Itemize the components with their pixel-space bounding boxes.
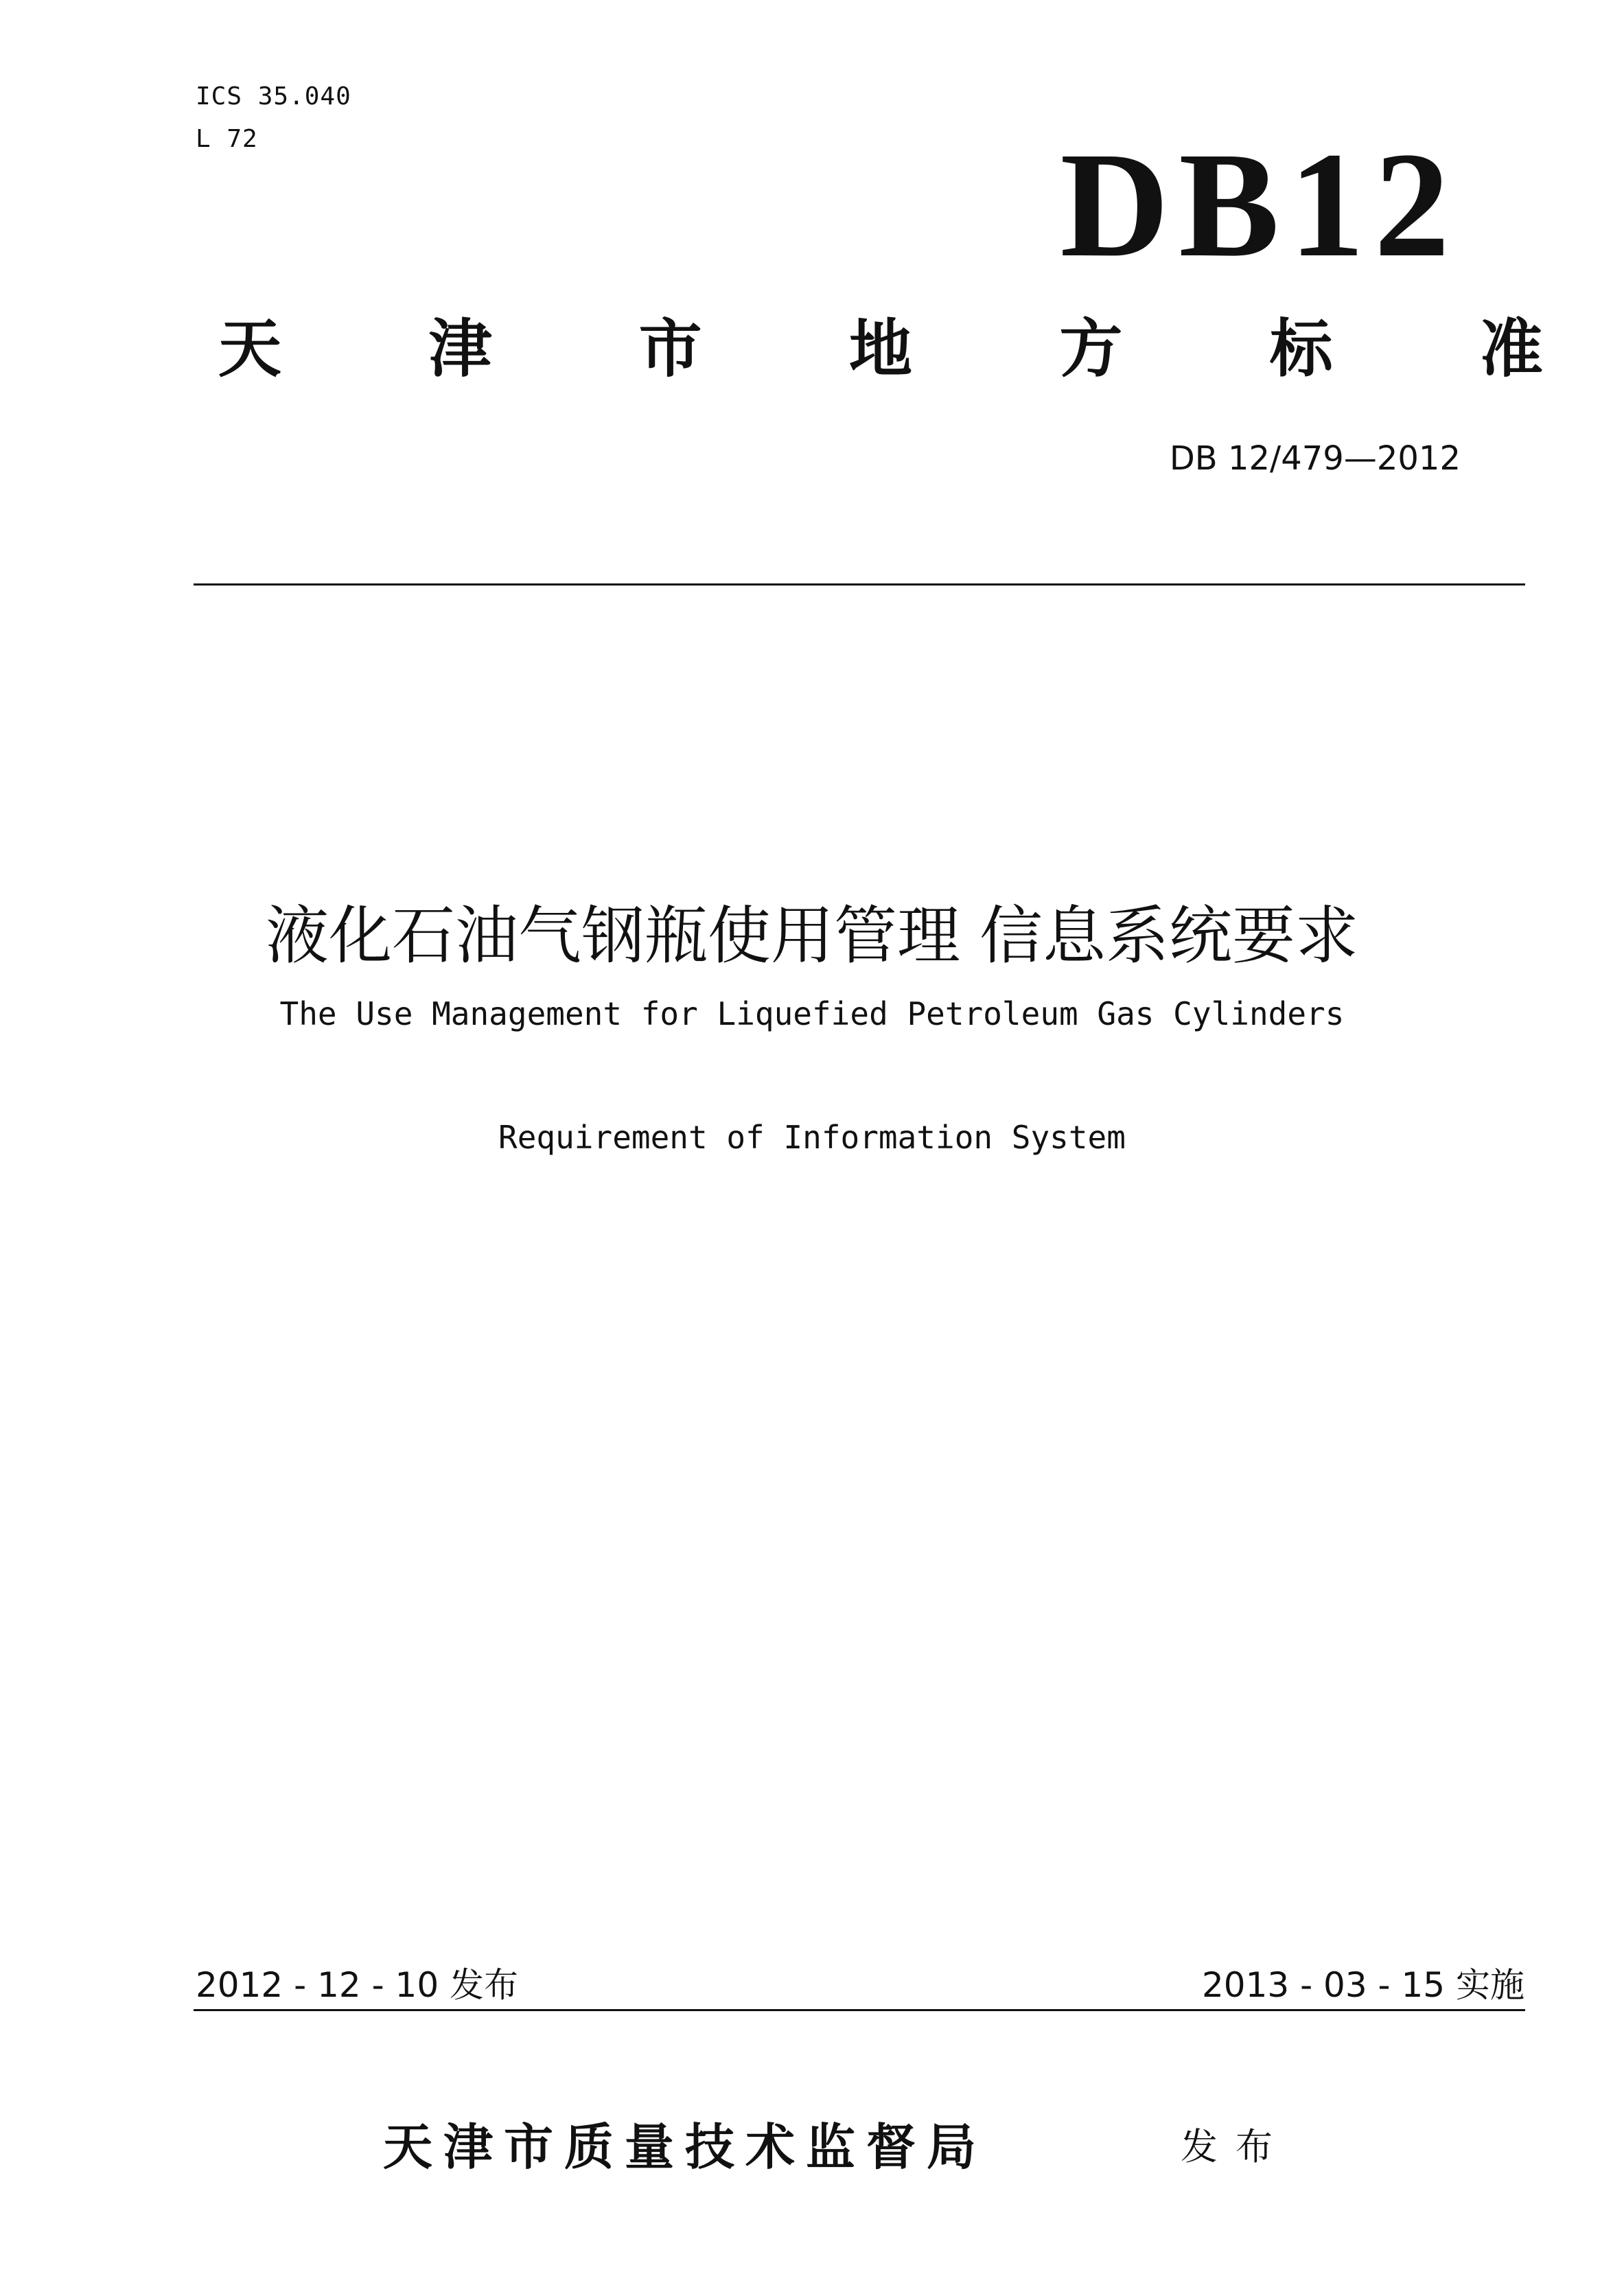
document-title-en-line2: Requirement of Information System [498, 1119, 1126, 1156]
publisher-name: 天津市质量技术监督局 [383, 2118, 988, 2176]
bottom-divider [194, 2009, 1525, 2011]
title-char: 天 [218, 312, 282, 386]
document-title-en-line1: The Use Management for Liquefied Petroleum Gas Cylinders [279, 995, 1345, 1032]
title-char: 津 [428, 312, 492, 386]
title-char: 准 [1479, 312, 1543, 386]
standard-category-title [218, 312, 1543, 386]
implementation-date: 2013 - 03 - 15 实施 [1201, 1965, 1524, 2005]
title-char: 市 [638, 312, 702, 386]
title-cn-part1: 液化石油气钢瓶使用管理 [265, 899, 960, 973]
ics-code: ICS 35.040 [196, 82, 351, 111]
publish-label: 发布 [1181, 2125, 1290, 2168]
title-cn-part2: 信息系统要求 [979, 899, 1359, 973]
title-char: 地 [848, 312, 912, 386]
title-char: 方 [1059, 312, 1123, 386]
issue-date: 2012 - 12 - 10 发布 [196, 1965, 519, 2005]
ccs-code: L 72 [196, 125, 258, 153]
db12-logo: DB12 [1060, 121, 1459, 288]
standard-number: DB 12/479—2012 [1169, 439, 1461, 478]
title-char: 标 [1269, 312, 1333, 386]
document-title-cn [0, 885, 1624, 976]
top-divider [194, 583, 1525, 585]
